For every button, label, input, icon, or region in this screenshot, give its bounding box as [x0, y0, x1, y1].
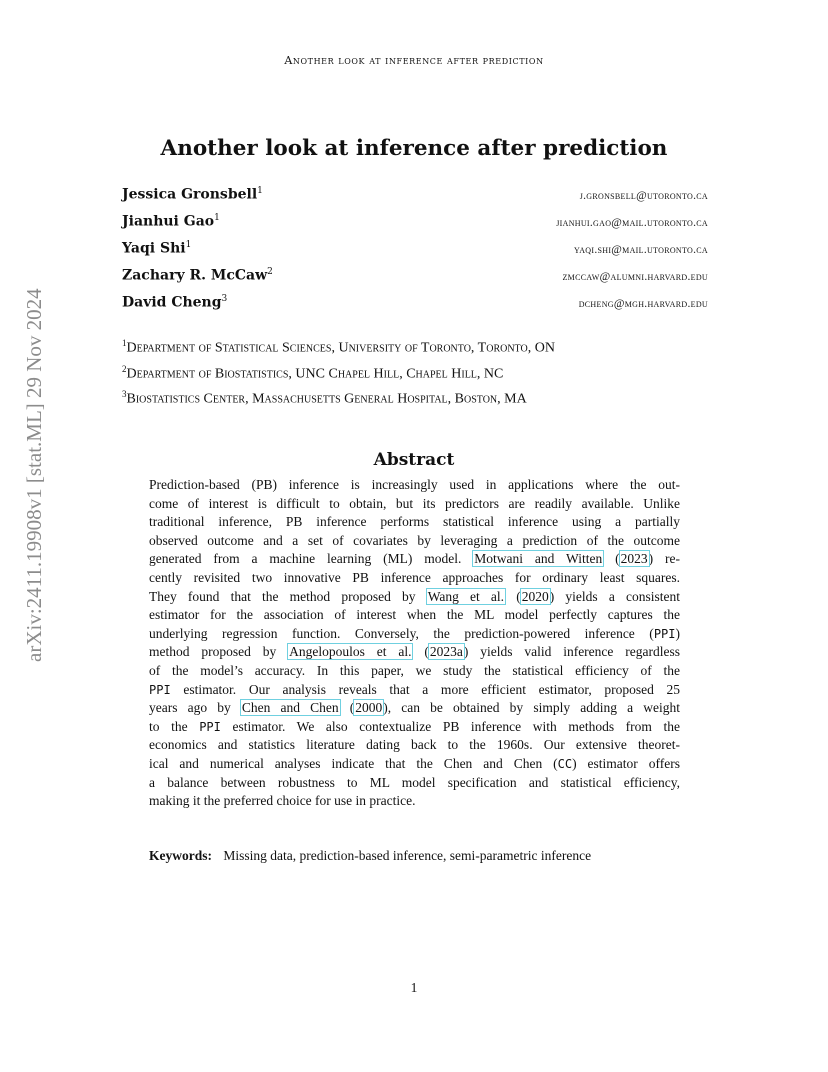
author-email[interactable]: j.gronsbell@utoronto.ca	[579, 189, 708, 202]
abstract-text: method proposed by	[149, 644, 289, 660]
abstract-line	[149, 755, 680, 774]
abstract-text: (	[505, 588, 521, 604]
author-row	[122, 213, 708, 240]
author-email[interactable]: yaqi.shi@mail.utoronto.ca	[574, 243, 708, 256]
abstract-text: underlying regression function. Conversely, the prediction-powered inference (	[149, 625, 654, 641]
abstract-text: estimator. We also contextualize PB inference with methods from the	[220, 718, 680, 734]
citation-link[interactable]: 2020	[521, 588, 549, 604]
abstract-line	[149, 681, 680, 700]
affiliation	[122, 359, 722, 385]
abstract-body	[149, 476, 680, 811]
abstract-line	[149, 569, 680, 588]
abstract-line	[149, 699, 680, 718]
abstract-line	[149, 625, 680, 644]
affiliation	[122, 384, 722, 410]
abstract-line	[149, 643, 680, 662]
author-affiliation-mark: 2	[267, 267, 273, 277]
abstract-text: to the	[149, 718, 200, 734]
affiliation-text: Department of Statistical Sciences, University of Toronto, Toronto, ON	[126, 340, 555, 356]
author-affiliation-mark: 1	[185, 240, 192, 250]
abstract-text: of the model’s accuracy. In this paper, we study the statistical efficiency of the	[149, 662, 680, 678]
author-name-wrap	[122, 267, 273, 284]
abstract-line	[149, 532, 680, 551]
abstract-line	[149, 792, 680, 811]
citation-link[interactable]: Chen and Chen	[241, 700, 339, 716]
abstract-line	[149, 495, 680, 514]
abstract-text: a balance between robustness to ML model specification and statistical efficiency,	[149, 774, 680, 790]
affiliation-mark: 3	[122, 389, 127, 400]
affiliation-mark: 2	[122, 363, 127, 374]
author-list	[122, 186, 708, 321]
page-number: 1	[410, 980, 418, 995]
abstract-text: observed outcome and a set of covariates by leveraging a prediction of the outcome	[149, 532, 680, 548]
author-row	[122, 240, 708, 267]
author-row	[122, 267, 708, 294]
abstract-line	[149, 476, 680, 495]
abstract-line	[149, 588, 680, 607]
abstract-text: Prediction-based (PB) inference is increasingly used in applications where the out-	[149, 477, 680, 492]
author-name-wrap	[122, 213, 220, 230]
abstract-text: (	[339, 700, 355, 716]
code-term: CC	[557, 756, 573, 771]
affiliation	[122, 333, 722, 359]
abstract-line	[149, 718, 680, 737]
abstract-text: come of interest is difficult to obtain, but its predictors are readily available. Unlike	[149, 495, 680, 511]
citation-link[interactable]: Motwani and Witten	[474, 551, 603, 567]
abstract-line	[149, 736, 680, 755]
abstract-text: cently revisited two innovative PB inference approaches for ordinary least squares.	[149, 569, 680, 585]
abstract-text: generated from a machine learning (ML) model.	[149, 551, 474, 567]
abstract-text: ical and numerical analyses indicate that the Chen and Chen (	[149, 755, 558, 771]
abstract-text: traditional inference, PB inference performs statistical inference using a partially	[149, 514, 680, 530]
abstract-text: economics and statistics literature dating back to the 1960s. Our extensive theoret-	[149, 737, 680, 753]
author-name: Jessica Gronsbell	[122, 186, 258, 203]
abstract-text: (	[412, 644, 429, 660]
paper-title: Another look at inference after prediction	[160, 136, 668, 161]
citation-link[interactable]: 2023a	[429, 644, 463, 660]
author-name: David Cheng	[122, 294, 222, 311]
author-name: Yaqi Shi	[122, 240, 186, 257]
abstract-text: estimator. Our analysis reveals that a more efficient estimator, proposed 25	[170, 681, 680, 697]
author-name-wrap	[122, 240, 191, 257]
affiliation-list	[122, 333, 722, 410]
abstract-text: (	[603, 551, 620, 567]
running-head: Another look at inference after prediction	[284, 54, 544, 67]
abstract-text: years ago by	[149, 700, 241, 716]
author-name-wrap	[122, 186, 263, 203]
keywords-label: Keywords:	[149, 848, 212, 863]
author-email[interactable]: dcheng@mgh.harvard.edu	[578, 297, 708, 310]
author-name: Zachary R. McCaw	[122, 267, 268, 284]
code-term: PPI	[149, 682, 171, 697]
abstract-text: They found that the method proposed by	[149, 588, 427, 604]
author-name-wrap	[122, 294, 227, 311]
citation-link[interactable]: Angelopoulos et al.	[289, 644, 412, 660]
abstract-text: ) estimator offers	[572, 755, 680, 771]
abstract-line	[149, 774, 680, 793]
abstract-text: )	[675, 625, 680, 641]
author-name: Jianhui Gao	[122, 213, 215, 230]
abstract-text: ) yields valid inference regardless	[463, 644, 681, 660]
code-term: PPI	[199, 719, 221, 734]
abstract-line	[149, 513, 680, 532]
abstract-line	[149, 662, 680, 681]
affiliation-text: Department of Biostatistics, UNC Chapel Hill, Chapel Hill, NC	[126, 366, 504, 382]
abstract-text: estimator for the association of interest when the ML model perfectly captures the	[149, 607, 680, 623]
code-term: PPI	[653, 626, 676, 641]
abstract-text: ) re-	[648, 551, 680, 567]
abstract-line	[149, 550, 680, 569]
arxiv-stamp: arXiv:2411.19908v1 [stat.ML] 29 Nov 2024	[22, 288, 46, 662]
abstract-heading: Abstract	[373, 450, 455, 470]
author-email[interactable]: jianhui.gao@mail.utoronto.ca	[556, 216, 708, 229]
author-email[interactable]: zmccaw@alumni.harvard.edu	[562, 270, 708, 283]
abstract-text: making it the preferred choice for use in practice.	[149, 793, 416, 809]
abstract-text: ) yields a consistent	[549, 588, 680, 604]
author-affiliation-mark: 3	[221, 294, 228, 304]
abstract-text: ), can be obtained by simply adding a weight	[383, 700, 680, 716]
author-row	[122, 186, 708, 213]
citation-link[interactable]: Wang et al.	[427, 588, 505, 604]
abstract-line	[149, 606, 680, 625]
author-affiliation-mark: 1	[257, 186, 263, 196]
citation-link[interactable]: 2000	[355, 700, 383, 716]
keywords	[149, 848, 709, 864]
affiliation-text: Biostatistics Center, Massachusetts General Hospital, Boston, MA	[126, 391, 527, 407]
affiliation-mark: 1	[122, 338, 127, 348]
author-row	[122, 294, 708, 321]
citation-link[interactable]: 2023	[620, 551, 648, 567]
author-affiliation-mark: 1	[214, 213, 220, 223]
keywords-text: Missing data, prediction-based inference, semi-parametric inference	[223, 848, 592, 863]
